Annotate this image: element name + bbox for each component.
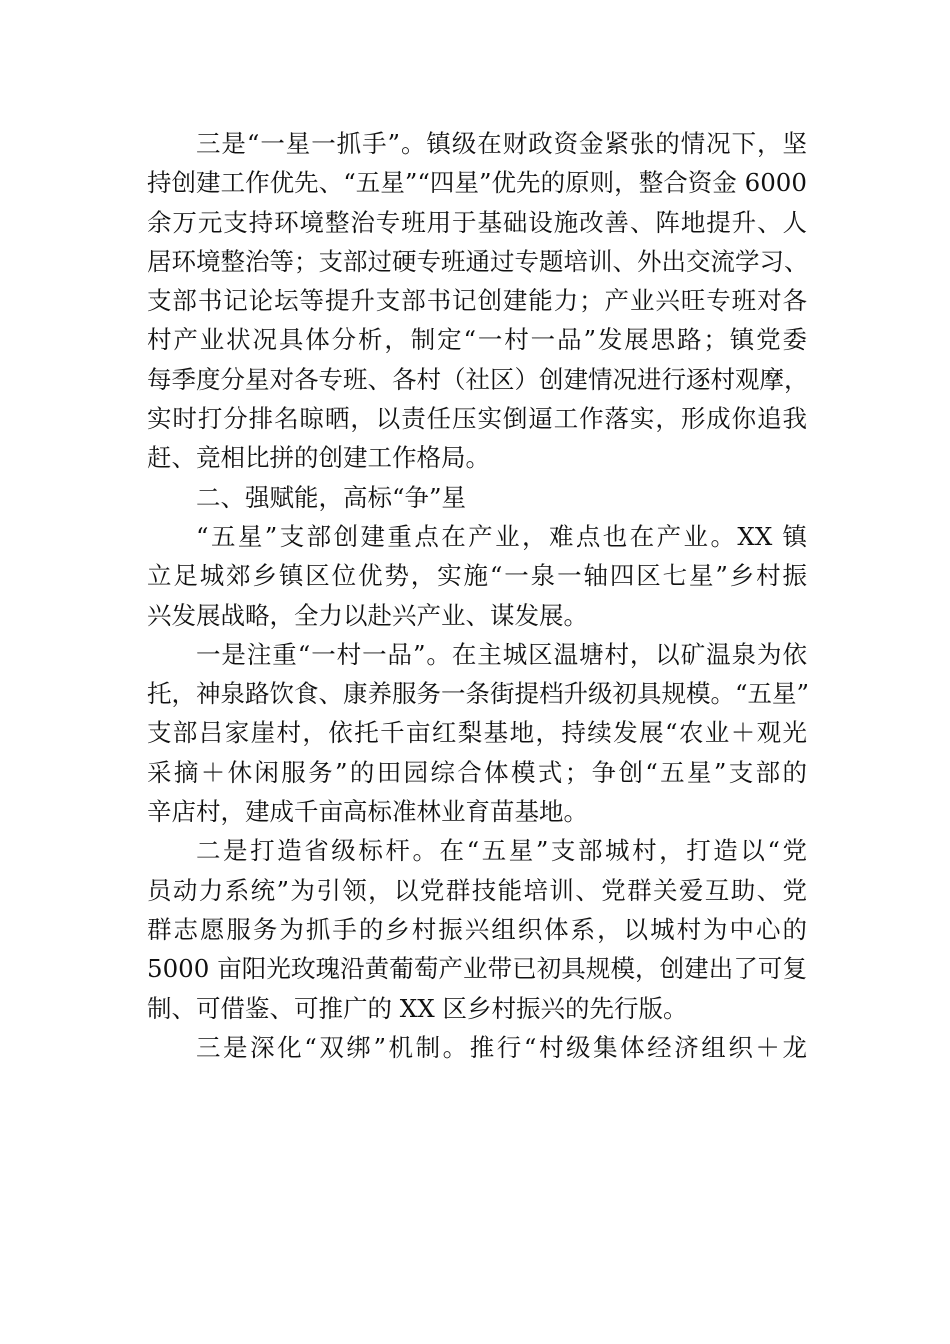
section-heading: 二、强赋能，高标“争”星 [196,482,467,512]
paragraph-line: 持创建工作优先、“五星”“四星”优先的原则，整合资金 6000 [147,168,807,198]
paragraph-line: 制、可借鉴、可推广的 XX 区乡村振兴的先行版。 [147,993,688,1023]
paragraph-line: 赶、竞相比拼的创建工作格局。 [147,443,490,473]
paragraph-line: 立足城郊乡镇区位优势，实施“一泉一轴四区七星”乡村振 [147,561,807,591]
paragraph-line: 兴发展战略，全力以赴兴产业、谋发展。 [147,600,588,630]
paragraph-line: “五星”支部创建重点在产业，难点也在产业。XX 镇 [196,521,807,551]
paragraph-line: 一是注重“一村一品”。在主城区温塘村，以矿温泉为依 [196,639,807,669]
paragraph-line: 二是打造省级标杆。在“五星”支部城村，打造以“党 [196,836,807,866]
paragraph-line: 支部书记论坛等提升支部书记创建能力；产业兴旺专班对各 [147,286,807,316]
paragraph-line: 辛店村，建成千亩高标准林业育苗基地。 [147,797,588,827]
paragraph-line: 三是“一星一抓手”。镇级在财政资金紧张的情况下，坚 [196,129,807,158]
paragraph-line: 支部吕家崖村，依托千亩红梨基地，持续发展“农业＋观光 [147,718,807,748]
document-body [147,124,810,1067]
paragraph-line: 每季度分星对各专班、各村（社区）创建情况进行逐村观摩， [147,364,809,394]
paragraph-line: 5000 亩阳光玫瑰沿黄葡萄产业带已初具规模，创建出了可复 [147,954,807,984]
paragraph-line: 余万元支持环境整治专班用于基础设施改善、阵地提升、人 [147,207,807,237]
paragraph-line: 村产业状况具体分析，制定“一村一品”发展思路；镇党委 [147,325,807,355]
paragraph-line: 三是深化“双绑”机制。推行“村级集体经济组织＋龙 [196,1032,807,1062]
paragraph-line: 实时打分排名晾晒，以责任压实倒逼工作落实，形成你追我 [147,404,807,434]
paragraph-line: 群志愿服务为抓手的乡村振兴组织体系，以城村为中心的 [147,914,807,944]
paragraph-line: 托，神泉路饮食、康养服务一条街提档升级初具规模。“五星” [147,679,810,709]
paragraph-line: 居环境整治等；支部过硬专班通过专题培训、外出交流学习、 [147,246,809,276]
paragraph-line: 采摘＋休闲服务”的田园综合体模式；争创“五星”支部的 [147,757,807,787]
paragraph-line: 员动力系统”为引领，以党群技能培训、党群关爱互助、党 [147,875,807,905]
